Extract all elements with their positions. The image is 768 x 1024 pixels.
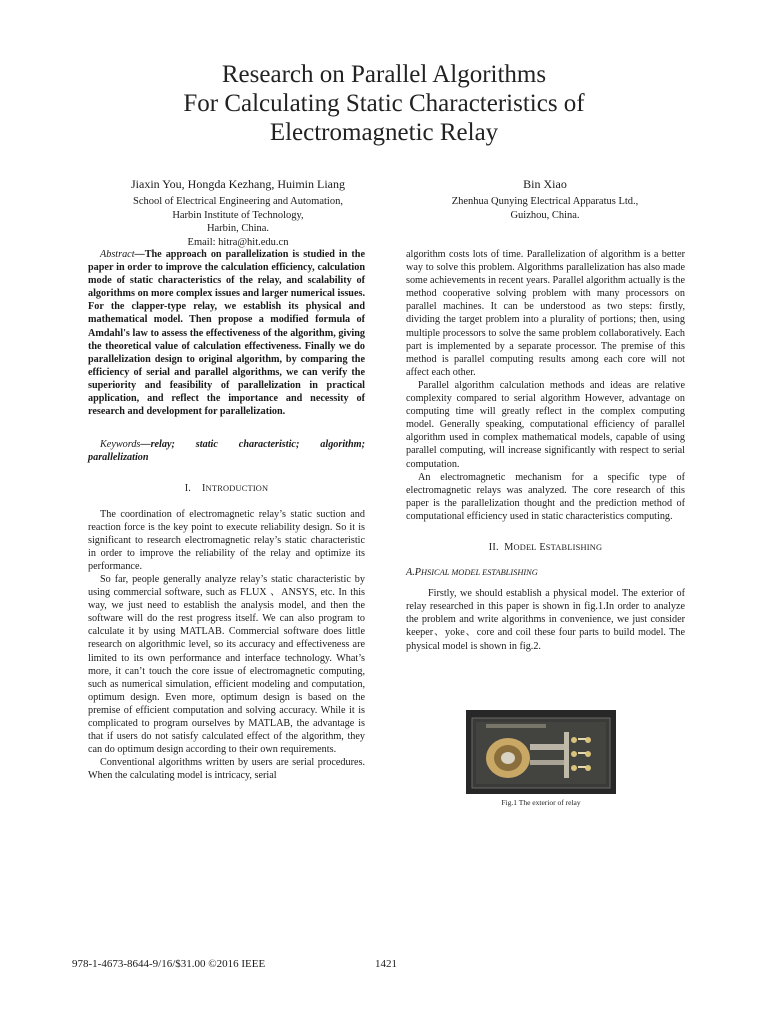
section-title-rest: ODEL <box>513 542 537 552</box>
relay-photo <box>466 710 616 794</box>
section-title-rest-2: STABLISHING <box>545 542 603 552</box>
left-column <box>88 248 365 782</box>
authors-left <box>88 176 388 249</box>
keywords-label: Keywords <box>100 439 141 451</box>
footer-isbn: 978-1-4673-8644-9/16/$31.00 ©2016 IEEE <box>72 958 266 970</box>
title-line-2: For Calculating Static Characteristics of <box>183 90 585 117</box>
title-line-1: Research on Parallel Algorithms <box>221 61 547 88</box>
subsection-prefix: A.P <box>406 567 421 579</box>
section-number: II. <box>488 541 499 553</box>
relay-photo-graphic <box>466 710 616 794</box>
section-number: I. <box>184 483 192 495</box>
affiliation-line: Harbin, China. <box>206 223 270 234</box>
section-title-first-2: E <box>539 541 546 553</box>
subsection-rest: HSICAL MODEL ESTABLISHING <box>421 568 538 578</box>
title-line-3: Electromagnetic Relay <box>269 119 499 146</box>
right-column <box>406 248 685 653</box>
author-names-right: Bin Xiao <box>523 177 567 191</box>
paragraph: An electromagnetic mechanism for a specific type of electromagnetic relays was analyzed. The core research of this paper is the parallelization thought and the prediction method of computational efficiency used in static characteristics computing. <box>406 471 685 522</box>
keywords-text: —relay; static characteristic; algorithm; parallelization <box>88 439 365 464</box>
paper-title <box>0 60 768 147</box>
page-number: 1421 <box>375 958 397 970</box>
section-title-rest: NTRODUCTION <box>205 484 269 494</box>
paragraph: The coordination of electromagnetic relay’s static suction and reaction force is the key point to execute reliability design. So it is significant to research electromagnetic relay’s static characteristic in order to improve the reliability of the relay and optimize its performance. <box>88 508 365 572</box>
paragraph: Conventional algorithms written by users are serial procedures. When the calculating model is intricacy, serial <box>88 757 365 782</box>
figure-caption: Fig.1 The exterior of relay <box>501 798 581 807</box>
abstract-label: Abstract <box>100 249 135 260</box>
affiliation-line: Zhenhua Qunying Electrical Apparatus Ltd., <box>451 196 639 207</box>
paragraph: algorithm costs lots of time. Parallelization of algorithm is a better way to solve this problem. Algorithms parallelization has also made some achievements in recent years. Parallel algorithm actually is the method cooperative solving problem with many processors on parallel machines. It can be understood as two steps: firstly, dividing the target problem into a plurality of portions; then, using multiple processors to solve the same problem collaboratively. Each part is implemented by a separate processor. The premise of this method is parallel computing results among each core will not affect each other. <box>406 249 685 378</box>
paragraph: Firstly, we should establish a physical model. The exterior of relay researched in this paper is shown in fig.1.In order to analyze the problem and write algorithms in convenience, we just consider keeper、yoke、core and coil these four parts to build model. The physical model is shown in fig.2. <box>406 588 685 652</box>
subsection-heading <box>406 566 685 579</box>
paragraph: Parallel algorithm calculation methods and ideas are relative complexity compared to serial algorithm However, advantage on computing time will greatly reflect in the complex computing model. Generally speaking, computational efficiency of parallel algorithm used in complex mathematical models, capable of using parallel computing, will increase significantly with respect to serial computation. <box>406 379 685 470</box>
author-email: Email: hitra@hit.edu.cn <box>187 236 289 248</box>
section-heading-introduction <box>88 482 365 495</box>
affiliation-line: School of Electrical Engineering and Automation, <box>133 196 343 207</box>
authors-right <box>400 176 690 222</box>
paragraph: So far, people generally analyze relay’s static characteristic by using commercial software, such as FLUX 、ANSYS, etc. In this way, we just need to establish the analysis model, and then the software will do the rest progress itself. We can also program to calculate it by using MATLAB. Commercial software does little research on algorithmic level, so its accuracy and effectiveness are limited to its own performance and interface technology. What’s more, it can’t touch the core issue of electromagnetic computing, such as numerical simulation, efficient modeling and computation, optimum design. Even more, optimum design is based on the premise of efficient computation and solving accuracy. While it is complicated to program ourselves by MATLAB, the advantage is that if users do not satisfy calculated effect of the algorithm, they can do optimum design according to their own requirements. <box>88 573 365 756</box>
abstract-text: —The approach on parallelization is studied in the paper in order to improve the calculation efficiency, calculation mode of static characteristics of the relay, and scalability of algorithms on more complex issues and larger numerical issues. For the clapper-type relay, we establish its physical and mathematical model. Then propose a modified formula of Amdahl's law to assess the effectiveness of the algorithm, giving the theoretical value of calculation effectiveness. Finally we do parallelization design to original algorithm, by comparing the efficiency of serial and parallel algorithms, we can verify the superiority and feasibility of parallelization in practical application, and reflect the importance and necessity of research and development for parallelization. <box>88 249 365 418</box>
section-title-first: I <box>202 483 206 495</box>
affiliation-line: Harbin Institute of Technology, <box>172 209 304 221</box>
section-heading-model-establishing <box>406 541 685 554</box>
author-names-left: Jiaxin You, Hongda Kezhang, Huimin Liang <box>131 177 345 191</box>
abstract <box>88 248 365 418</box>
keywords <box>88 438 365 464</box>
section-title-first: M <box>504 541 514 553</box>
affiliation-line: Guizhou, China. <box>510 209 580 221</box>
